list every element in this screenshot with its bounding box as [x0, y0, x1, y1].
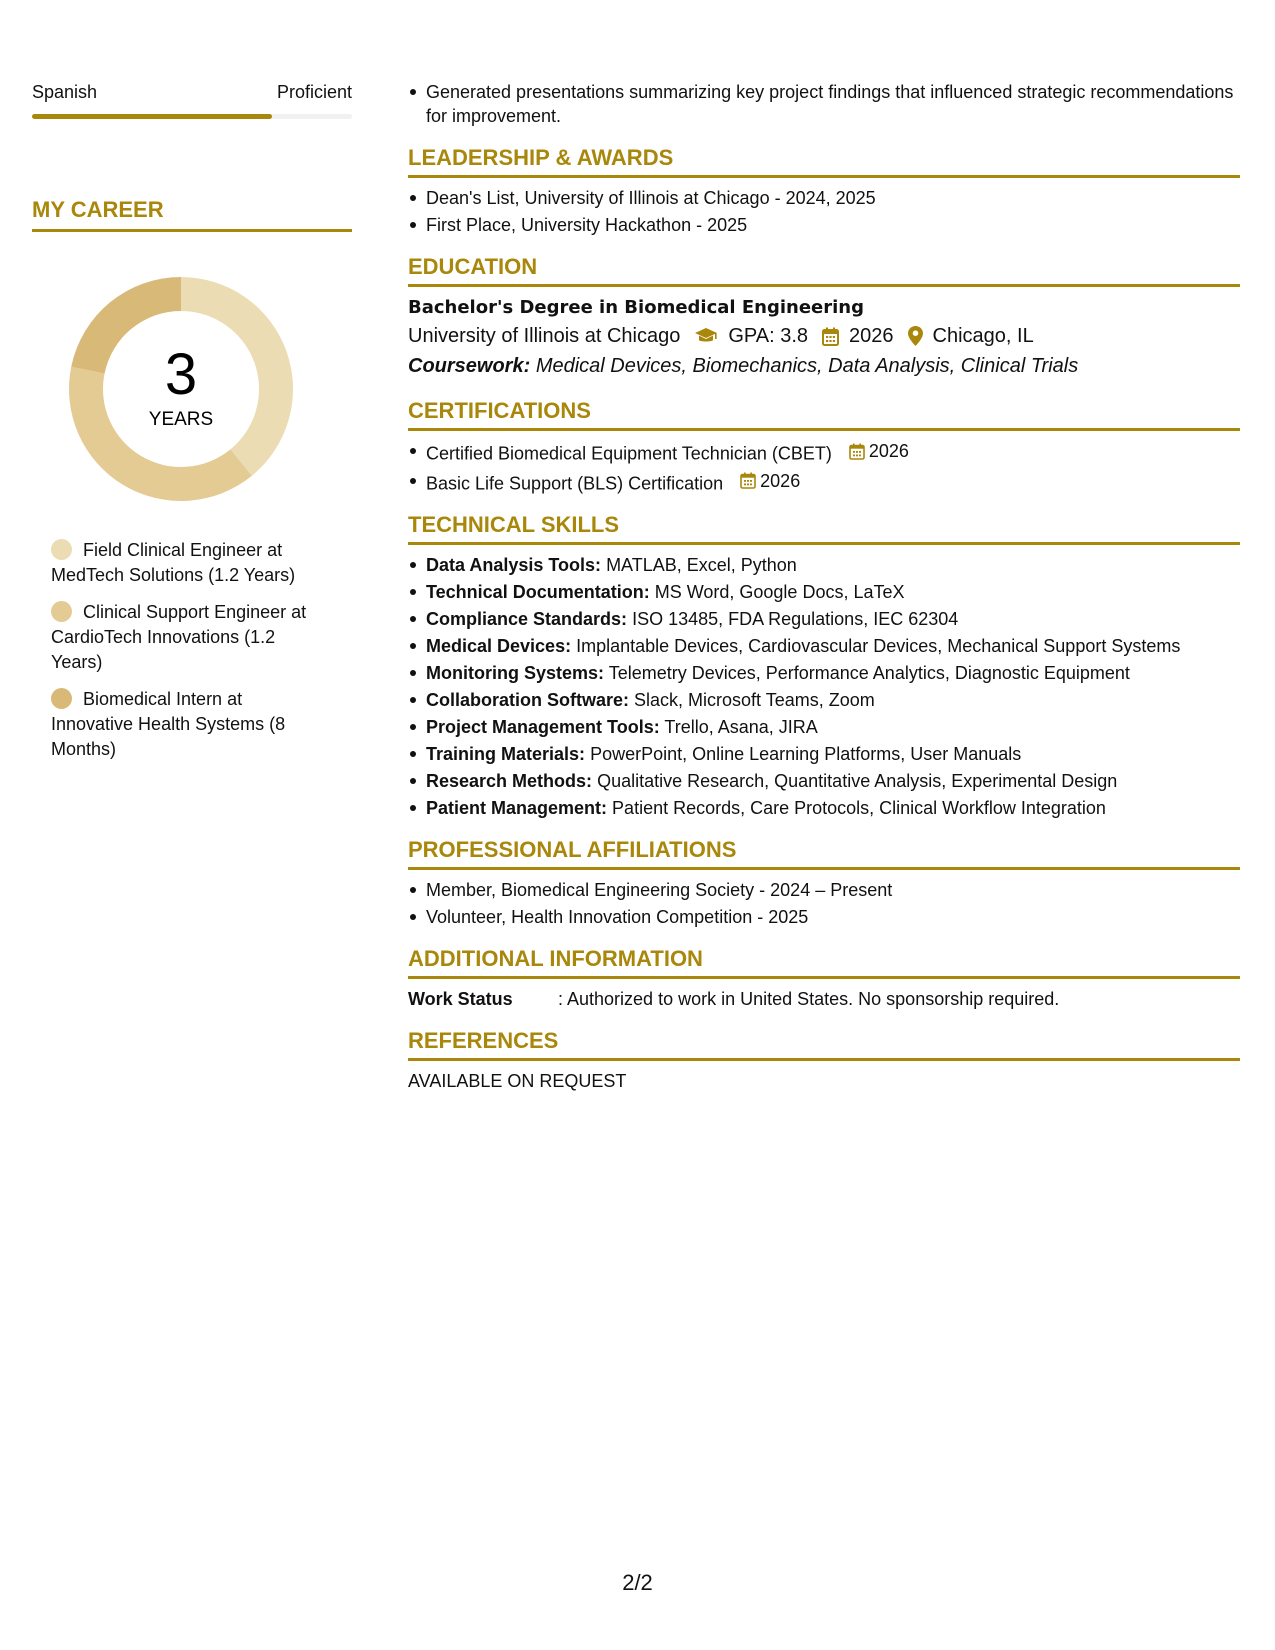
skill-value: Patient Records, Care Protocols, Clinical Workflow Integration — [612, 798, 1106, 818]
legend-item — [51, 538, 322, 588]
language-proficiency-bar — [32, 114, 352, 119]
skill-value: MATLAB, Excel, Python — [606, 555, 797, 575]
graduation-cap-icon — [694, 327, 718, 345]
skill-value: Slack, Microsoft Teams, Zoom — [634, 690, 875, 710]
legend-item — [51, 687, 322, 762]
list-item — [408, 715, 1240, 739]
list-item — [408, 607, 1240, 631]
career-total-unit: YEARS — [148, 409, 214, 430]
section-divider — [408, 867, 1240, 870]
references-section-title: REFERENCES — [408, 1028, 559, 1053]
skills-list — [408, 553, 1240, 820]
work-status-row — [408, 987, 1240, 1011]
list-item — [408, 661, 1240, 685]
language-row — [32, 80, 352, 104]
sidebar — [32, 80, 352, 774]
section-divider — [408, 1058, 1240, 1061]
affiliations-section-title: PROFESSIONAL AFFILIATIONS — [408, 837, 737, 862]
career-total-years: 3 — [164, 342, 198, 407]
section-divider — [32, 229, 352, 232]
list-item — [408, 769, 1240, 793]
legend-text: Field Clinical Engineer at MedTech Solutions (1.2 Years) — [51, 540, 296, 585]
skill-label: Data Analysis Tools: — [426, 555, 602, 575]
section-divider — [408, 976, 1240, 979]
affiliations-list — [408, 878, 1240, 929]
skill-label: Patient Management: — [426, 798, 608, 818]
list-item — [408, 742, 1240, 766]
skill-label: Medical Devices: — [426, 636, 572, 656]
school-name: University of Illinois at Chicago — [408, 325, 681, 347]
list-item: First Place, University Hackathon - 2025 — [408, 213, 1240, 237]
career-donut-chart — [66, 274, 296, 504]
skill-label: Monitoring Systems: — [426, 663, 605, 683]
list-item — [408, 796, 1240, 820]
list-item — [408, 553, 1240, 577]
career-section-title: MY CAREER — [32, 197, 164, 222]
skill-label: Technical Documentation: — [426, 582, 650, 602]
skill-value: MS Word, Google Docs, LaTeX — [654, 582, 905, 602]
certifications-section-title: CERTIFICATIONS — [408, 398, 591, 423]
leadership-section-title: LEADERSHIP & AWARDS — [408, 145, 674, 170]
skill-label: Research Methods: — [426, 771, 593, 791]
section-divider — [408, 284, 1240, 287]
experience-bullets — [408, 80, 1240, 128]
skills-section-title: TECHNICAL SKILLS — [408, 512, 620, 537]
section-divider — [408, 542, 1240, 545]
list-item — [408, 634, 1240, 658]
skill-label: Project Management Tools: — [426, 717, 660, 737]
skill-value: Qualitative Research, Quantitative Analysis, Experimental Design — [597, 771, 1118, 791]
certification-year: 2026 — [760, 470, 801, 491]
graduation-year: 2026 — [849, 325, 894, 347]
career-legend — [32, 538, 322, 762]
language-level: Proficient — [276, 82, 352, 102]
degree-title: Bachelor's Degree in Biomedical Engineering — [408, 297, 864, 318]
coursework-list: Medical Devices, Biomechanics, Data Analysis, Clinical Trials — [535, 355, 1079, 377]
legend-dot — [51, 688, 72, 709]
skill-value: Implantable Devices, Cardiovascular Devices, Mechanical Support Systems — [576, 636, 1181, 656]
skill-label: Training Materials: — [426, 744, 586, 764]
page-number: 2/2 — [622, 1570, 653, 1595]
skill-value: ISO 13485, FDA Regulations, IEC 62304 — [632, 609, 959, 629]
skill-label: Compliance Standards: — [426, 609, 628, 629]
list-item — [408, 469, 1240, 496]
legend-dot — [51, 539, 72, 560]
list-item: Volunteer, Health Innovation Competition - 2025 — [408, 905, 1240, 929]
leadership-list — [408, 186, 1240, 237]
coursework — [408, 351, 1240, 381]
section-divider — [408, 175, 1240, 178]
calendar-icon — [849, 443, 865, 460]
certification-name: Certified Biomedical Equipment Technician (CBET) — [426, 443, 832, 464]
education-meta — [408, 321, 1240, 351]
school-location: Chicago, IL — [932, 325, 1034, 347]
list-item: Dean's List, University of Illinois at Chicago - 2024, 2025 — [408, 186, 1240, 210]
list-item — [408, 688, 1240, 712]
gpa: GPA: 3.8 — [728, 325, 809, 347]
legend-text: Biomedical Intern at Innovative Health Systems (8 Months) — [51, 689, 286, 759]
legend-item — [51, 600, 322, 675]
certification-year: 2026 — [868, 441, 909, 461]
skill-value: Trello, Asana, JIRA — [664, 717, 818, 737]
work-status-value: : Authorized to work in United States. No sponsorship required. — [558, 989, 1060, 1009]
calendar-icon — [822, 327, 839, 346]
list-item — [408, 439, 1240, 466]
legend-dot — [51, 601, 72, 622]
language-proficiency-fill — [32, 114, 272, 119]
section-divider — [408, 428, 1240, 431]
calendar-icon — [740, 472, 756, 489]
map-pin-icon — [908, 326, 923, 346]
skill-label: Collaboration Software: — [426, 690, 630, 710]
skill-value: PowerPoint, Online Learning Platforms, User Manuals — [590, 744, 1022, 764]
legend-text: Clinical Support Engineer at CardioTech Innovations (1.2 Years) — [51, 602, 307, 672]
list-item: Member, Biomedical Engineering Society - 2024 – Present — [408, 878, 1240, 902]
skill-value: Telemetry Devices, Performance Analytics, Diagnostic Equipment — [608, 663, 1130, 683]
certification-name: Basic Life Support (BLS) Certification — [426, 473, 724, 493]
education-section-title: EDUCATION — [408, 254, 538, 279]
work-status-label: Work Status — [408, 989, 513, 1009]
references-text: AVAILABLE ON REQUEST — [408, 1071, 627, 1091]
certifications-list — [408, 439, 1240, 495]
list-item — [408, 580, 1240, 604]
main-content — [408, 80, 1240, 1093]
list-item: Generated presentations summarizing key project findings that influenced strategic recommendations for improvement. — [408, 80, 1240, 128]
language-name: Spanish — [32, 82, 98, 102]
coursework-label: Coursework: — [408, 355, 531, 377]
additional-section-title: ADDITIONAL INFORMATION — [408, 946, 703, 971]
